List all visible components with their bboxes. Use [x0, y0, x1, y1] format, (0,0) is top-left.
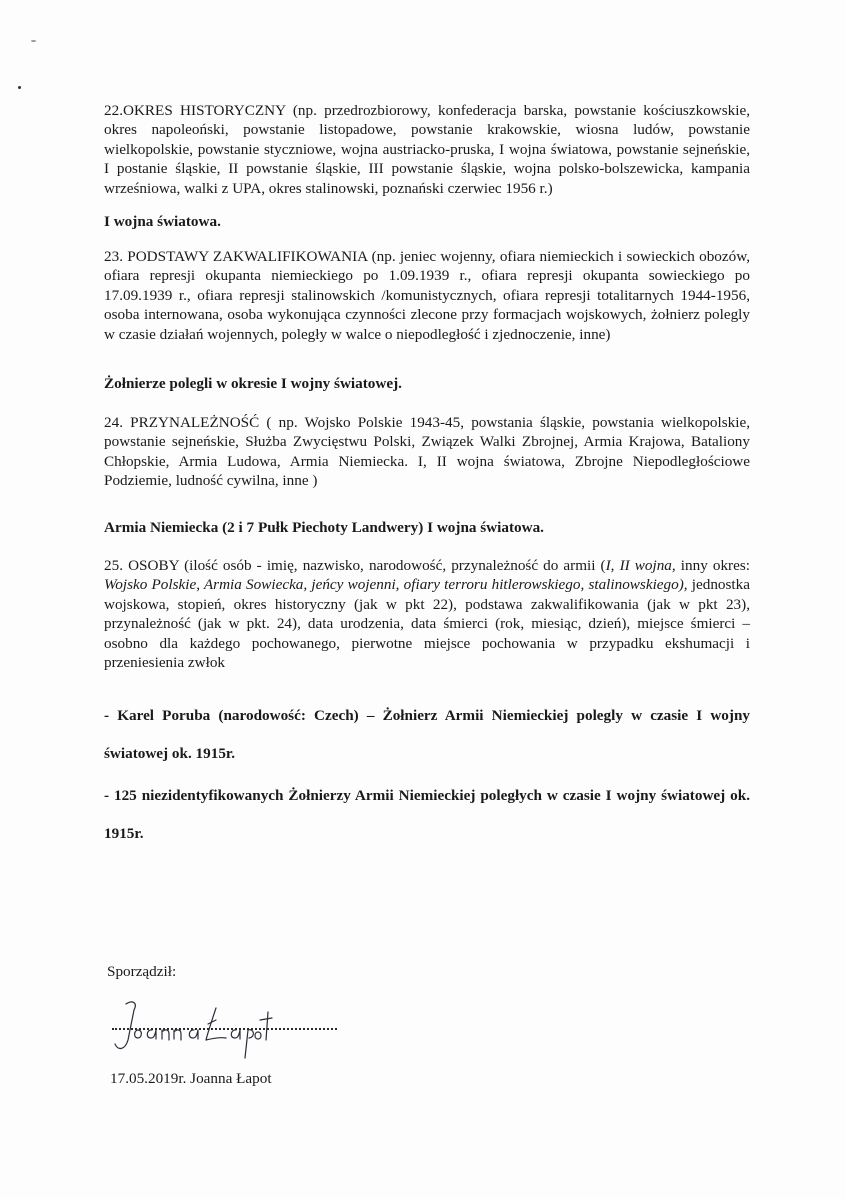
section-25-mid: inny okres:	[675, 557, 750, 574]
prepared-by-label: Sporządził:	[107, 963, 177, 980]
section-24-answer: Armia Niemiecka (2 i 7 Pułk Piechoty Landwery) I wojna światowa.	[104, 519, 544, 536]
section-23-answer: Żołnierze polegli w okresie I wojny światowej.	[104, 375, 402, 392]
section-25-italic-wars: I, II wojna,	[605, 557, 676, 574]
section-23-question: 23. PODSTAWY ZAKWALIFIKOWANIA (np. jeniec wojenny, ofiara niemieckich i sowieckich obozów, ofiara represji okupanta niemieckiego po 1.09.1939 r., ofiara represji okupanta sowieckiego po 17.09.1939 r., ofiara represji stalinowskich /komunistycznych, ofiara represji totalitarnych 1944-1956, osoba internowana, osoba wykonująca czynności zlecone przy formacjach wojskowych, żołnierz polegly w czasie działań wojennych, poległy w walce o niepodległość i zjednoczenie, inne)	[104, 248, 750, 343]
signature-date-and-name: 17.05.2019r. Joanna Łapot	[110, 1070, 272, 1087]
person-entry: - Karel Poruba (narodowość: Czech) – Żołnierz Armii Niemieckiej polegly w czasie I wojny światowej ok. 1915r.	[104, 707, 750, 762]
section-25-rest: jednostka wojskowa, stopień, okres historyczny (jak w pkt 22), podstawa zakwalifikowania (jak w pkt 23), przynależność (jak w pkt. 24), data urodzenia, data śmierci (rok, miesiąc, dzień), miejsce śmierci – osobno dla każdego pochowanego, pierwotne miejsce pochowania w przypadku ekshumacji i przeniesienia zwłok	[104, 576, 750, 672]
person-entry: - 125 niezidentyfikowanych Żołnierzy Armii Niemieckiej poległych w czasie I wojny światowej ok. 1915r.	[104, 787, 750, 842]
section-25-lead: 25. OSOBY (ilość osób - imię, nazwisko, narodowość, przynależność do armii (	[104, 557, 606, 574]
section-25-italic-groups: Wojsko Polskie, Armia Sowiecka, jeńcy wojenni, ofiary terroru hitlerowskiego, stalinowskiego),	[104, 576, 688, 594]
scan-speck	[31, 40, 36, 42]
section-25-question	[104, 556, 750, 672]
section-22-question: 22.OKRES HISTORYCZNY (np. przedrozbiorowy, konfederacja barska, powstanie kościuszkowskie, okres napoleoński, powstanie listopadowe, powstanie krakowskie, wiosna ludów, powstanie wielkopolskie, powstanie styczniowe, wojna austriacko-pruska, I wojna światowa, powstanie sejneńskie, I postanie śląskie, II powstanie śląskie, III powstanie śląskie, wojna polsko-bolszewicka, kampania wrześniowa, walki z UPA, okres stalinowski, poznański czerwiec 1956 r.)	[104, 102, 750, 197]
section-24-question: 24. PRZYNALEŻNOŚĆ ( np. Wojsko Polskie 1943-45, powstania śląskie, powstania wielkopolskie, powstanie sejneńskie, Służba Zwycięstwu Polski, Związek Walki Zbrojnej, Armia Krajowa, Bataliony Chłopskie, Armia Ludowa, Armia Niemiecka. I, II wojna światowa, Zbrojne Niepodległościowe Podziemie, ludność cywilna, inne )	[104, 414, 750, 490]
persons-list	[104, 697, 750, 857]
section-22-answer: I wojna światowa.	[104, 213, 221, 230]
handwritten-signature	[108, 996, 278, 1065]
signature-dotted-line	[112, 1028, 337, 1030]
scan-speck	[18, 86, 21, 89]
